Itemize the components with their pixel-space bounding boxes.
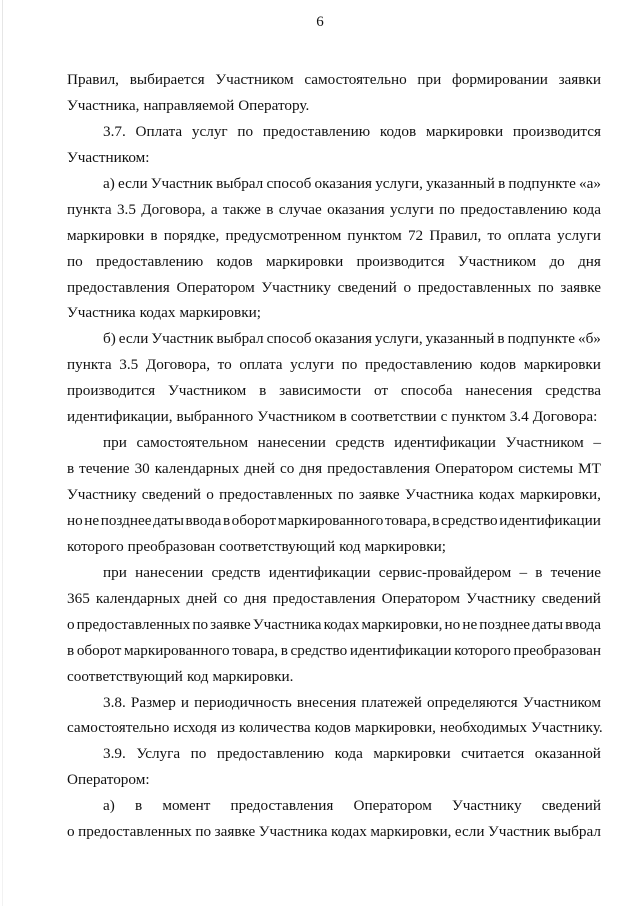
word: о xyxy=(403,278,412,296)
word: кода xyxy=(334,745,363,763)
word: выбранного xyxy=(176,408,254,426)
text-line xyxy=(67,638,601,664)
word: указанный xyxy=(426,174,495,192)
word: услуги xyxy=(290,356,335,374)
word: кодов xyxy=(379,122,417,140)
word: маркировки, xyxy=(361,615,443,633)
word: средство xyxy=(440,511,498,529)
word: но xyxy=(67,511,83,529)
word: Участником xyxy=(505,434,584,452)
word: Участник xyxy=(488,823,551,841)
word: о xyxy=(67,823,75,841)
word: зависимости xyxy=(279,382,362,400)
word: «а» xyxy=(579,174,601,192)
word: оказания xyxy=(327,200,385,218)
word: идентификации xyxy=(268,563,371,581)
word: позднее xyxy=(100,511,152,529)
word: кода xyxy=(572,200,601,218)
word: необходимых xyxy=(439,719,527,737)
word: ввода xyxy=(565,615,601,633)
word: по xyxy=(67,252,83,270)
word: исходя xyxy=(173,719,217,737)
word: о xyxy=(206,486,214,503)
word: маркировки. xyxy=(212,667,294,685)
text-line xyxy=(67,171,601,197)
word: соответствующий xyxy=(67,667,183,685)
word: даты xyxy=(532,615,564,633)
word: даты xyxy=(153,511,184,529)
text-line xyxy=(67,378,601,404)
word: выбирается xyxy=(129,71,205,88)
word: со xyxy=(279,460,295,478)
word: средства xyxy=(545,382,601,400)
word: маркировки; xyxy=(179,304,261,322)
word: кодах xyxy=(478,486,515,503)
word: дня xyxy=(578,252,601,270)
text-line xyxy=(67,249,601,275)
word: самостоятельном xyxy=(136,434,249,452)
word: оказанной xyxy=(534,745,601,763)
word: при xyxy=(103,434,127,452)
word: предоставленных xyxy=(78,823,192,841)
word: направляемой xyxy=(143,96,235,114)
word: порядке, xyxy=(163,226,220,244)
word: услуги, xyxy=(374,330,423,348)
text-line xyxy=(67,456,601,482)
word: нанесения xyxy=(465,382,533,400)
word: производится xyxy=(512,122,601,140)
word: Участник xyxy=(150,174,213,192)
word: преобразован xyxy=(513,641,601,659)
word: кодов xyxy=(216,252,253,270)
word: при xyxy=(417,71,442,88)
word: оборот xyxy=(76,641,122,659)
word: кодах xyxy=(139,304,176,322)
word: заявке xyxy=(560,278,601,296)
text-line xyxy=(67,430,601,456)
word: Участнику. xyxy=(530,719,603,737)
word: заявке xyxy=(214,823,256,841)
word: Оператором xyxy=(381,589,460,607)
text-line xyxy=(67,690,601,716)
word: заявки xyxy=(558,71,601,88)
text-line xyxy=(67,767,601,793)
word: 365 xyxy=(67,589,90,607)
word: предоставленных xyxy=(76,615,191,633)
word: предоставлению xyxy=(216,745,325,763)
text-line xyxy=(67,119,601,145)
word: маркировки, xyxy=(354,719,436,737)
word: Участника xyxy=(252,615,322,633)
text-line xyxy=(67,275,601,301)
word: Участником xyxy=(257,408,336,426)
word: предоставленных xyxy=(417,278,532,296)
word: Договора, xyxy=(141,200,206,218)
text-line xyxy=(67,67,601,93)
word: оказания xyxy=(314,174,373,192)
word: кодов xyxy=(479,356,517,374)
word: в xyxy=(280,641,288,659)
word: формировании xyxy=(452,71,548,88)
word: в xyxy=(266,200,274,218)
word: по xyxy=(190,745,207,763)
word: подпункте xyxy=(508,174,576,192)
word: подпункте xyxy=(507,330,575,348)
word: 30 xyxy=(134,460,150,478)
word: по xyxy=(192,615,209,633)
word: Участником xyxy=(522,693,601,711)
text-line xyxy=(67,197,601,223)
word: Участника xyxy=(67,304,136,322)
text-line xyxy=(67,586,601,612)
word: по xyxy=(195,823,212,841)
word: а) xyxy=(103,797,115,815)
word: предоставлению xyxy=(262,122,371,140)
word: средств xyxy=(211,563,261,581)
word: заявке xyxy=(359,486,400,503)
word: – xyxy=(593,434,601,452)
word: маркированного xyxy=(277,511,384,529)
word: которого xyxy=(454,641,511,659)
text-line xyxy=(67,326,601,352)
word: до xyxy=(549,252,565,270)
text-line xyxy=(67,819,601,845)
document-body xyxy=(67,67,601,845)
word: предоставлению xyxy=(365,356,473,374)
word: 3.5 xyxy=(119,356,139,374)
word: сведений xyxy=(337,278,397,296)
text-line xyxy=(67,664,601,690)
word: МТ xyxy=(578,460,601,478)
scan-edge xyxy=(2,0,3,906)
word: товара, xyxy=(232,641,279,659)
word: заявке xyxy=(210,615,251,633)
word: ввода xyxy=(185,511,222,529)
word: идентификации xyxy=(394,434,496,452)
word: Участника, xyxy=(67,96,140,114)
word: Оператором xyxy=(176,278,255,296)
word: идентификации xyxy=(499,511,601,529)
word: нанесении xyxy=(135,563,204,581)
word: момент xyxy=(162,797,211,815)
word: Участник xyxy=(151,330,214,348)
word: б) xyxy=(103,330,116,348)
word: не xyxy=(462,615,478,633)
word: код xyxy=(186,667,209,685)
word: но xyxy=(444,615,461,633)
word: самостоятельно xyxy=(304,71,407,88)
word: Участника xyxy=(404,486,474,503)
word: считается xyxy=(461,745,525,763)
word: по xyxy=(338,486,354,503)
word: пункта xyxy=(67,200,112,218)
word: сервис-провайдером xyxy=(378,563,512,581)
word: товара, xyxy=(384,511,431,529)
word: Оператором: xyxy=(67,771,150,789)
word: в xyxy=(67,460,75,478)
word: предоставлению xyxy=(460,200,568,218)
word: способ xyxy=(266,174,312,192)
word: дней xyxy=(244,460,275,478)
word: от xyxy=(373,382,389,400)
text-line xyxy=(67,404,601,430)
word: кодах xyxy=(323,615,360,633)
word: маркировки, xyxy=(370,823,452,841)
word: Оператором xyxy=(353,797,432,815)
word: маркировки; xyxy=(364,537,447,555)
word: в xyxy=(150,226,158,244)
word: по xyxy=(341,356,358,374)
word: код xyxy=(339,537,361,555)
word: – xyxy=(519,563,528,581)
word: услуги, xyxy=(375,174,423,192)
word: оплата xyxy=(239,356,283,374)
word: услуги xyxy=(389,200,434,218)
word: идентификации xyxy=(349,641,452,659)
word: 3.8. xyxy=(103,693,126,711)
word: в xyxy=(67,641,75,659)
word: маркировки xyxy=(67,226,145,244)
word: маркировки, xyxy=(519,486,601,503)
word: в xyxy=(535,563,543,581)
word: 3.9. xyxy=(103,745,126,763)
word: услуг xyxy=(191,122,228,140)
word: сведений xyxy=(541,589,601,607)
word: 3.7. xyxy=(103,122,126,140)
word: предоставления xyxy=(67,278,170,296)
word: пунктом xyxy=(347,226,402,244)
word: маркировки xyxy=(373,745,451,763)
word: по xyxy=(237,122,254,140)
word: которого xyxy=(67,537,124,555)
word: Услуга xyxy=(136,745,181,763)
text-line xyxy=(67,145,601,171)
word: пунктом xyxy=(451,408,506,426)
word: в xyxy=(432,511,440,529)
word: по xyxy=(537,278,554,296)
word: кодов xyxy=(314,719,351,737)
word: дня xyxy=(299,460,323,478)
text-line xyxy=(67,300,601,326)
word: Участником: xyxy=(67,148,150,166)
word: в xyxy=(497,330,505,348)
text-line xyxy=(67,508,601,534)
word: Правил, xyxy=(67,71,119,88)
word: оплата xyxy=(507,226,551,244)
word: маркировки xyxy=(523,356,601,374)
text-line xyxy=(67,93,601,119)
word: кодах xyxy=(330,823,367,841)
word: Участником xyxy=(167,382,247,400)
word: самостоятельно xyxy=(67,719,170,737)
word: способа xyxy=(400,382,453,400)
word: Участнику xyxy=(452,797,522,815)
word: а xyxy=(210,200,218,218)
word: указанный xyxy=(425,330,495,348)
word: в xyxy=(339,408,347,426)
word: то xyxy=(487,226,502,244)
text-line xyxy=(67,352,601,378)
word: определяются xyxy=(427,693,518,711)
word: периодичность xyxy=(194,693,292,711)
word: Оплата xyxy=(135,122,183,140)
word: 3.5 xyxy=(116,200,136,218)
word: сведений xyxy=(541,797,601,815)
word: количества xyxy=(239,719,311,737)
word: при xyxy=(103,563,127,581)
word: Участнику xyxy=(261,278,331,296)
word: производится xyxy=(67,382,156,400)
word: Оператором xyxy=(434,460,514,478)
word: соответствии xyxy=(350,408,437,426)
word: выбрал xyxy=(553,823,601,841)
word: из xyxy=(220,719,236,737)
word: Участником xyxy=(457,252,537,270)
text-line xyxy=(67,793,601,819)
word: способ xyxy=(266,330,312,348)
word: календарных xyxy=(95,589,181,607)
word: со xyxy=(223,589,238,607)
text-line xyxy=(67,741,601,767)
word: а) xyxy=(103,174,115,192)
word: в xyxy=(498,174,506,192)
word: Участнику xyxy=(466,589,536,607)
word: случае xyxy=(278,200,322,218)
word: дней xyxy=(186,589,218,607)
word: Оператору. xyxy=(238,96,310,114)
word: выбрал xyxy=(216,330,264,348)
word: то xyxy=(217,356,232,374)
word: в xyxy=(259,382,267,400)
word: Правил, xyxy=(429,226,482,244)
word: маркировки xyxy=(425,122,504,140)
word: о xyxy=(67,615,75,633)
word: Участника xyxy=(258,823,328,841)
word: по xyxy=(439,200,455,218)
word: с xyxy=(440,408,448,426)
text-line xyxy=(67,612,601,638)
word: 3.4 xyxy=(509,408,529,426)
word: пункта xyxy=(67,356,112,374)
word: 72 xyxy=(407,226,424,244)
word: в xyxy=(222,511,231,529)
word: средство xyxy=(290,641,348,659)
word: дня xyxy=(243,589,267,607)
word: предоставлению xyxy=(96,252,204,270)
word: также xyxy=(222,200,261,218)
word: идентификации, xyxy=(67,408,173,426)
word: Договора, xyxy=(145,356,211,374)
word: течение xyxy=(79,460,130,478)
word: и xyxy=(180,693,190,711)
word: внесения xyxy=(296,693,357,711)
word: не xyxy=(84,511,100,529)
word: оказания xyxy=(314,330,372,348)
word: течение xyxy=(550,563,601,581)
text-line xyxy=(67,223,601,249)
word: если xyxy=(118,330,149,348)
word: предоставления xyxy=(327,460,430,478)
word: предоставления xyxy=(230,797,334,815)
word: Договора: xyxy=(532,408,598,426)
word: Участником xyxy=(215,71,294,88)
text-line xyxy=(67,715,601,741)
word: нанесении xyxy=(257,434,326,452)
word: предоставленных xyxy=(219,486,333,503)
word: преобразован xyxy=(127,537,216,555)
text-line xyxy=(67,560,601,586)
word: платежей xyxy=(361,693,422,711)
word: если xyxy=(118,174,148,192)
word: системы xyxy=(518,460,574,478)
word: «б» xyxy=(577,330,601,348)
page-number: 6 xyxy=(316,14,324,30)
word: услуги xyxy=(557,226,601,244)
word: предусмотренном xyxy=(225,226,342,244)
word: позднее xyxy=(479,615,531,633)
word: календарных xyxy=(154,460,240,478)
word: выбрал xyxy=(216,174,264,192)
word: сведений xyxy=(141,486,202,503)
word: в xyxy=(134,797,143,815)
word: средств xyxy=(335,434,385,452)
word: если xyxy=(454,823,485,841)
word: Размер xyxy=(130,693,176,711)
word: предоставления xyxy=(272,589,376,607)
word: маркировки xyxy=(266,252,344,270)
text-line xyxy=(67,482,601,508)
word: Участнику xyxy=(67,486,137,503)
word: соответствующий xyxy=(219,537,336,555)
text-line xyxy=(67,534,601,560)
word: оборот xyxy=(231,511,277,529)
word: производится xyxy=(356,252,445,270)
word: маркированного xyxy=(124,641,230,659)
